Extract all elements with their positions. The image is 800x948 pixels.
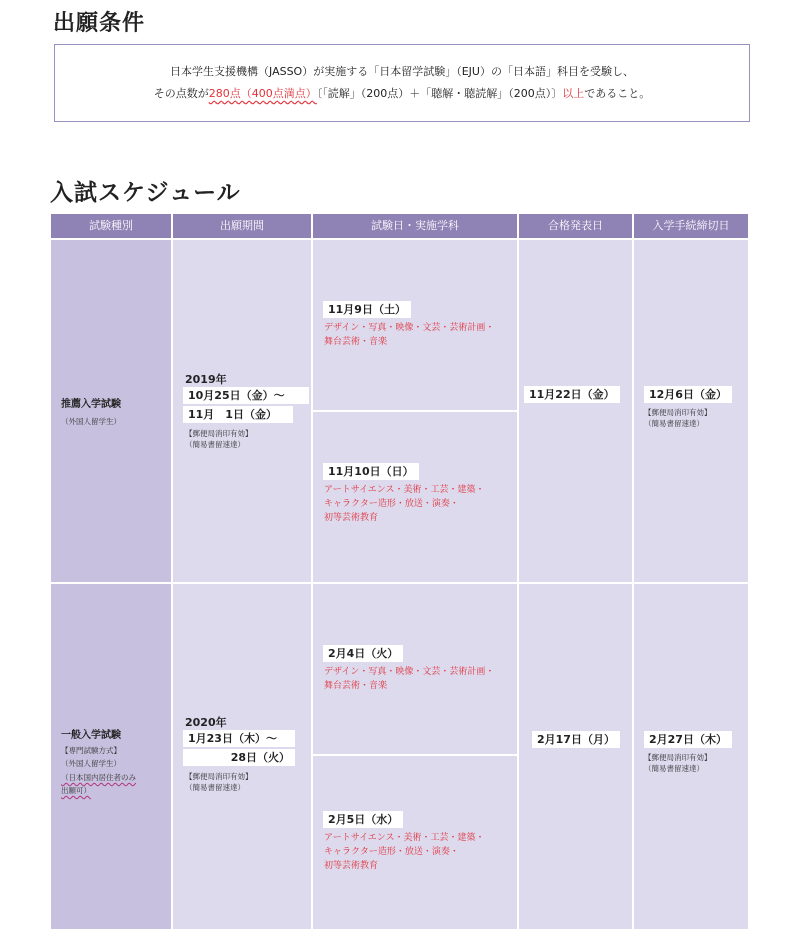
row1-period-start: 10月25日（金）〜 [183, 387, 309, 404]
row2-exam-2-date: 2月5日（水） [323, 811, 403, 828]
row2-type-note-2: （外国人留学生） [61, 759, 121, 768]
row2-result-cell [519, 584, 632, 929]
row2-mail-note: （簡易書留速達） [185, 783, 245, 792]
score-breakdown: 〔「読解」（200点）＋「聴解・聴読解」（200点）〕 [316, 87, 563, 100]
conditions-line-2 [55, 83, 749, 105]
row1-exam-2-date: 11月10日（日） [323, 463, 419, 480]
row2-exam-1-departments: デザイン・写真・映像・文芸・芸術計画・ 舞台芸術・音楽 [324, 667, 495, 691]
header-enrollment-deadline: 入学手続締切日 [634, 214, 748, 238]
row1-year: 2019年 [185, 373, 227, 386]
row2-period-cell [173, 584, 311, 929]
row1-type-cell [51, 240, 171, 582]
row1-exam-1-cell [313, 240, 517, 410]
row1-deadline-postmark: 【郵便局消印有効】 [644, 408, 712, 417]
row2-deadline-mail: （簡易書留速達） [644, 764, 704, 773]
header-exam-type: 試験種別 [51, 214, 171, 238]
row1-result-cell [519, 240, 632, 582]
row1-postmark-note: 【郵便局消印有効】 [185, 429, 253, 438]
row2-period-end: 28日（火） [183, 749, 295, 766]
row1-deadline-mail: （簡易書留速達） [644, 419, 704, 428]
schedule-title: 入試スケジュール [50, 180, 241, 206]
schedule-table [51, 214, 748, 929]
conditions-line-2-post: であること。 [584, 87, 651, 100]
row2-deadline-postmark: 【郵便局消印有効】 [644, 753, 712, 762]
conditions-line-2-pre: その点数が [153, 87, 209, 100]
row2-exam-2-cell [313, 756, 517, 929]
row1-result-date: 11月22日（金） [524, 386, 620, 403]
row2-year: 2020年 [185, 716, 227, 729]
row1-exam-2-departments: アートサイエンス・美術・工芸・建築・ キャラクター造形・放送・演奏・ 初等芸術教育 [324, 485, 485, 523]
row1-deadline-date: 12月6日（金） [644, 386, 732, 403]
row2-postmark-note: 【郵便局消印有効】 [185, 772, 253, 781]
row1-exam-1-departments: デザイン・写真・映像・文芸・芸術計画・ 舞台芸術・音楽 [324, 323, 495, 347]
row2-exam-1-cell [313, 584, 517, 754]
header-exam-date-departments: 試験日・実施学科 [313, 214, 517, 238]
row2-result-date: 2月17日（月） [532, 731, 620, 748]
row2-exam-1-date: 2月4日（火） [323, 645, 403, 662]
conditions-line-1: 日本学生支援機構（JASSO）が実施する「日本留学試験」（EJU）の「日本語」科目を受験し、 [170, 65, 634, 78]
row2-deadline-date: 2月27日（木） [644, 731, 732, 748]
row1-exam-1-date: 11月9日（土） [323, 301, 411, 318]
score-requirement: 280点（400点満点） [208, 87, 317, 100]
row1-mail-note: （簡易書留速達） [185, 440, 245, 449]
row1-deadline-cell [634, 240, 748, 582]
row1-period-cell [173, 240, 311, 582]
row2-deadline-cell [634, 584, 748, 929]
row2-period-start: 1月23日（木）〜 [183, 730, 295, 747]
conditions-title: 出願条件 [53, 11, 146, 36]
row1-exam-2-cell [313, 412, 517, 582]
header-result-date: 合格発表日 [519, 214, 632, 238]
row1-type-note: （外国人留学生） [61, 417, 121, 426]
row2-type-restriction: （日本国内居住者のみ 出願可） [61, 773, 136, 795]
conditions-box [54, 44, 750, 122]
row2-type-name: 一般入学試験 [61, 730, 121, 741]
row1-type-name: 推薦入学試験 [61, 399, 121, 410]
row2-type-note-1: 【専門試験方式】 [61, 746, 121, 755]
row2-exam-2-departments: アートサイエンス・美術・工芸・建築・ キャラクター造形・放送・演奏・ 初等芸術教育 [324, 833, 485, 871]
above-label: 以上 [562, 87, 585, 100]
header-application-period: 出願期間 [173, 214, 311, 238]
row1-period-end: 11月 1日（金） [183, 406, 293, 423]
row2-type-cell [51, 584, 171, 929]
